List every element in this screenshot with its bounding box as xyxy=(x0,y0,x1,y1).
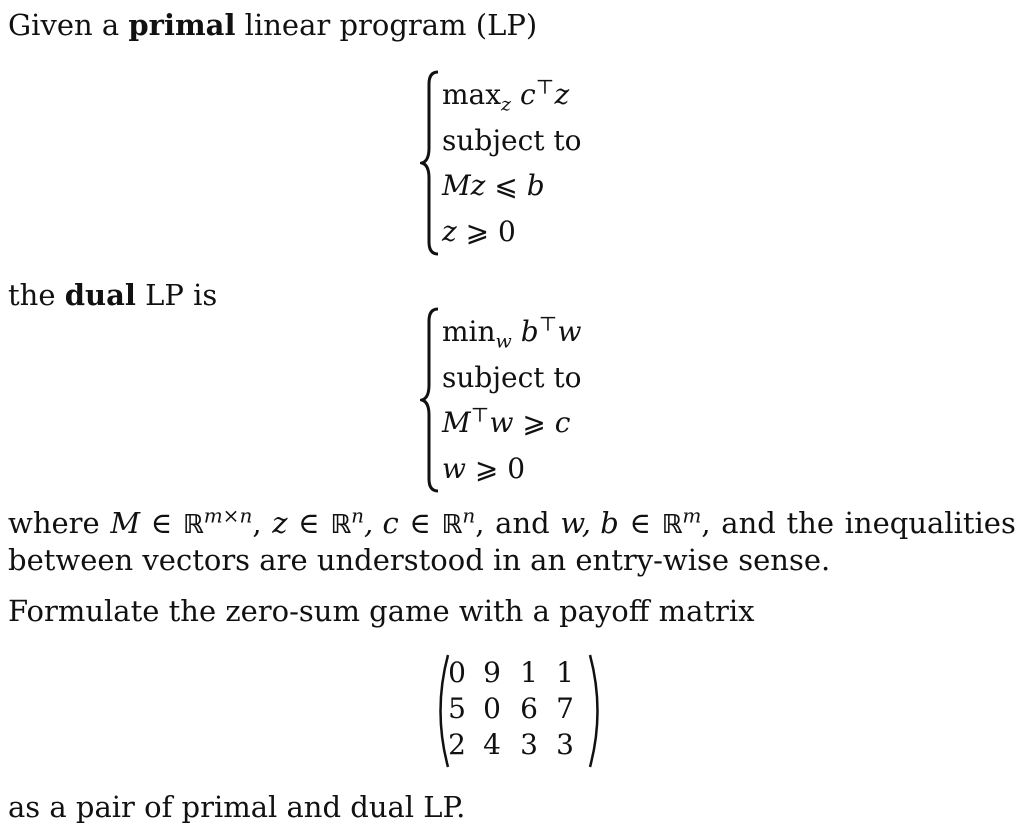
dual-intro-line: the dual LP is xyxy=(8,278,218,312)
payoff-matrix xyxy=(430,652,610,770)
dual-system xyxy=(420,305,680,485)
matrix-cell: 1 xyxy=(556,656,574,689)
left-brace-icon xyxy=(420,68,442,258)
formulate-line: Formulate the zero-sum game with a payoff matrix xyxy=(8,594,755,628)
matrix-cell: 0 xyxy=(483,692,501,725)
left-brace-icon xyxy=(420,305,442,495)
primal-subject-to: subject to xyxy=(442,124,582,157)
where-line: where M ∈ ℝ$^{m\times n}$, z ∈ ℝ$^n$, c ∈ ℝ$^n$, and w, b ∈ ℝ$^m$, and the inequalities xyxy=(8,503,1016,540)
primal-system xyxy=(420,68,680,248)
intro-line xyxy=(8,8,537,42)
primal-objective: $\max_z c^⊤z$ xyxy=(442,74,570,116)
matrix-cell: 3 xyxy=(556,728,574,761)
matrix-cell: 0 xyxy=(448,656,466,689)
dual-bold: dual xyxy=(64,278,136,312)
primal-constraint: Mz ⩽ b xyxy=(442,169,545,202)
dual-constraint: M⊤w ⩾ c xyxy=(442,402,571,439)
where-line-2: between vectors are understood in an entry-wise sense. xyxy=(8,543,831,577)
intro-prefix: Given a xyxy=(8,8,129,42)
intro-suffix: linear program (LP) xyxy=(235,8,538,42)
matrix-cell: 2 xyxy=(448,728,466,761)
dual-nonnegativity: w ⩾ 0 xyxy=(442,452,526,485)
matrix-cell: 9 xyxy=(483,656,501,689)
matrix-cell: 7 xyxy=(556,692,574,725)
matrix-cell: 1 xyxy=(520,656,538,689)
matrix-cell: 4 xyxy=(483,728,501,761)
dual-objective: $\min_w b^⊤w$ xyxy=(442,311,582,353)
matrix-cell: 6 xyxy=(520,692,538,725)
intro-bold-primal: primal xyxy=(128,8,236,42)
right-paren-icon xyxy=(586,652,608,770)
closing-line: as a pair of primal and dual LP. xyxy=(8,790,466,824)
matrix-cell: 5 xyxy=(448,692,466,725)
dual-subject-to: subject to xyxy=(442,361,582,394)
primal-nonnegativity: z ⩾ 0 xyxy=(442,215,516,248)
matrix-cell: 3 xyxy=(520,728,538,761)
